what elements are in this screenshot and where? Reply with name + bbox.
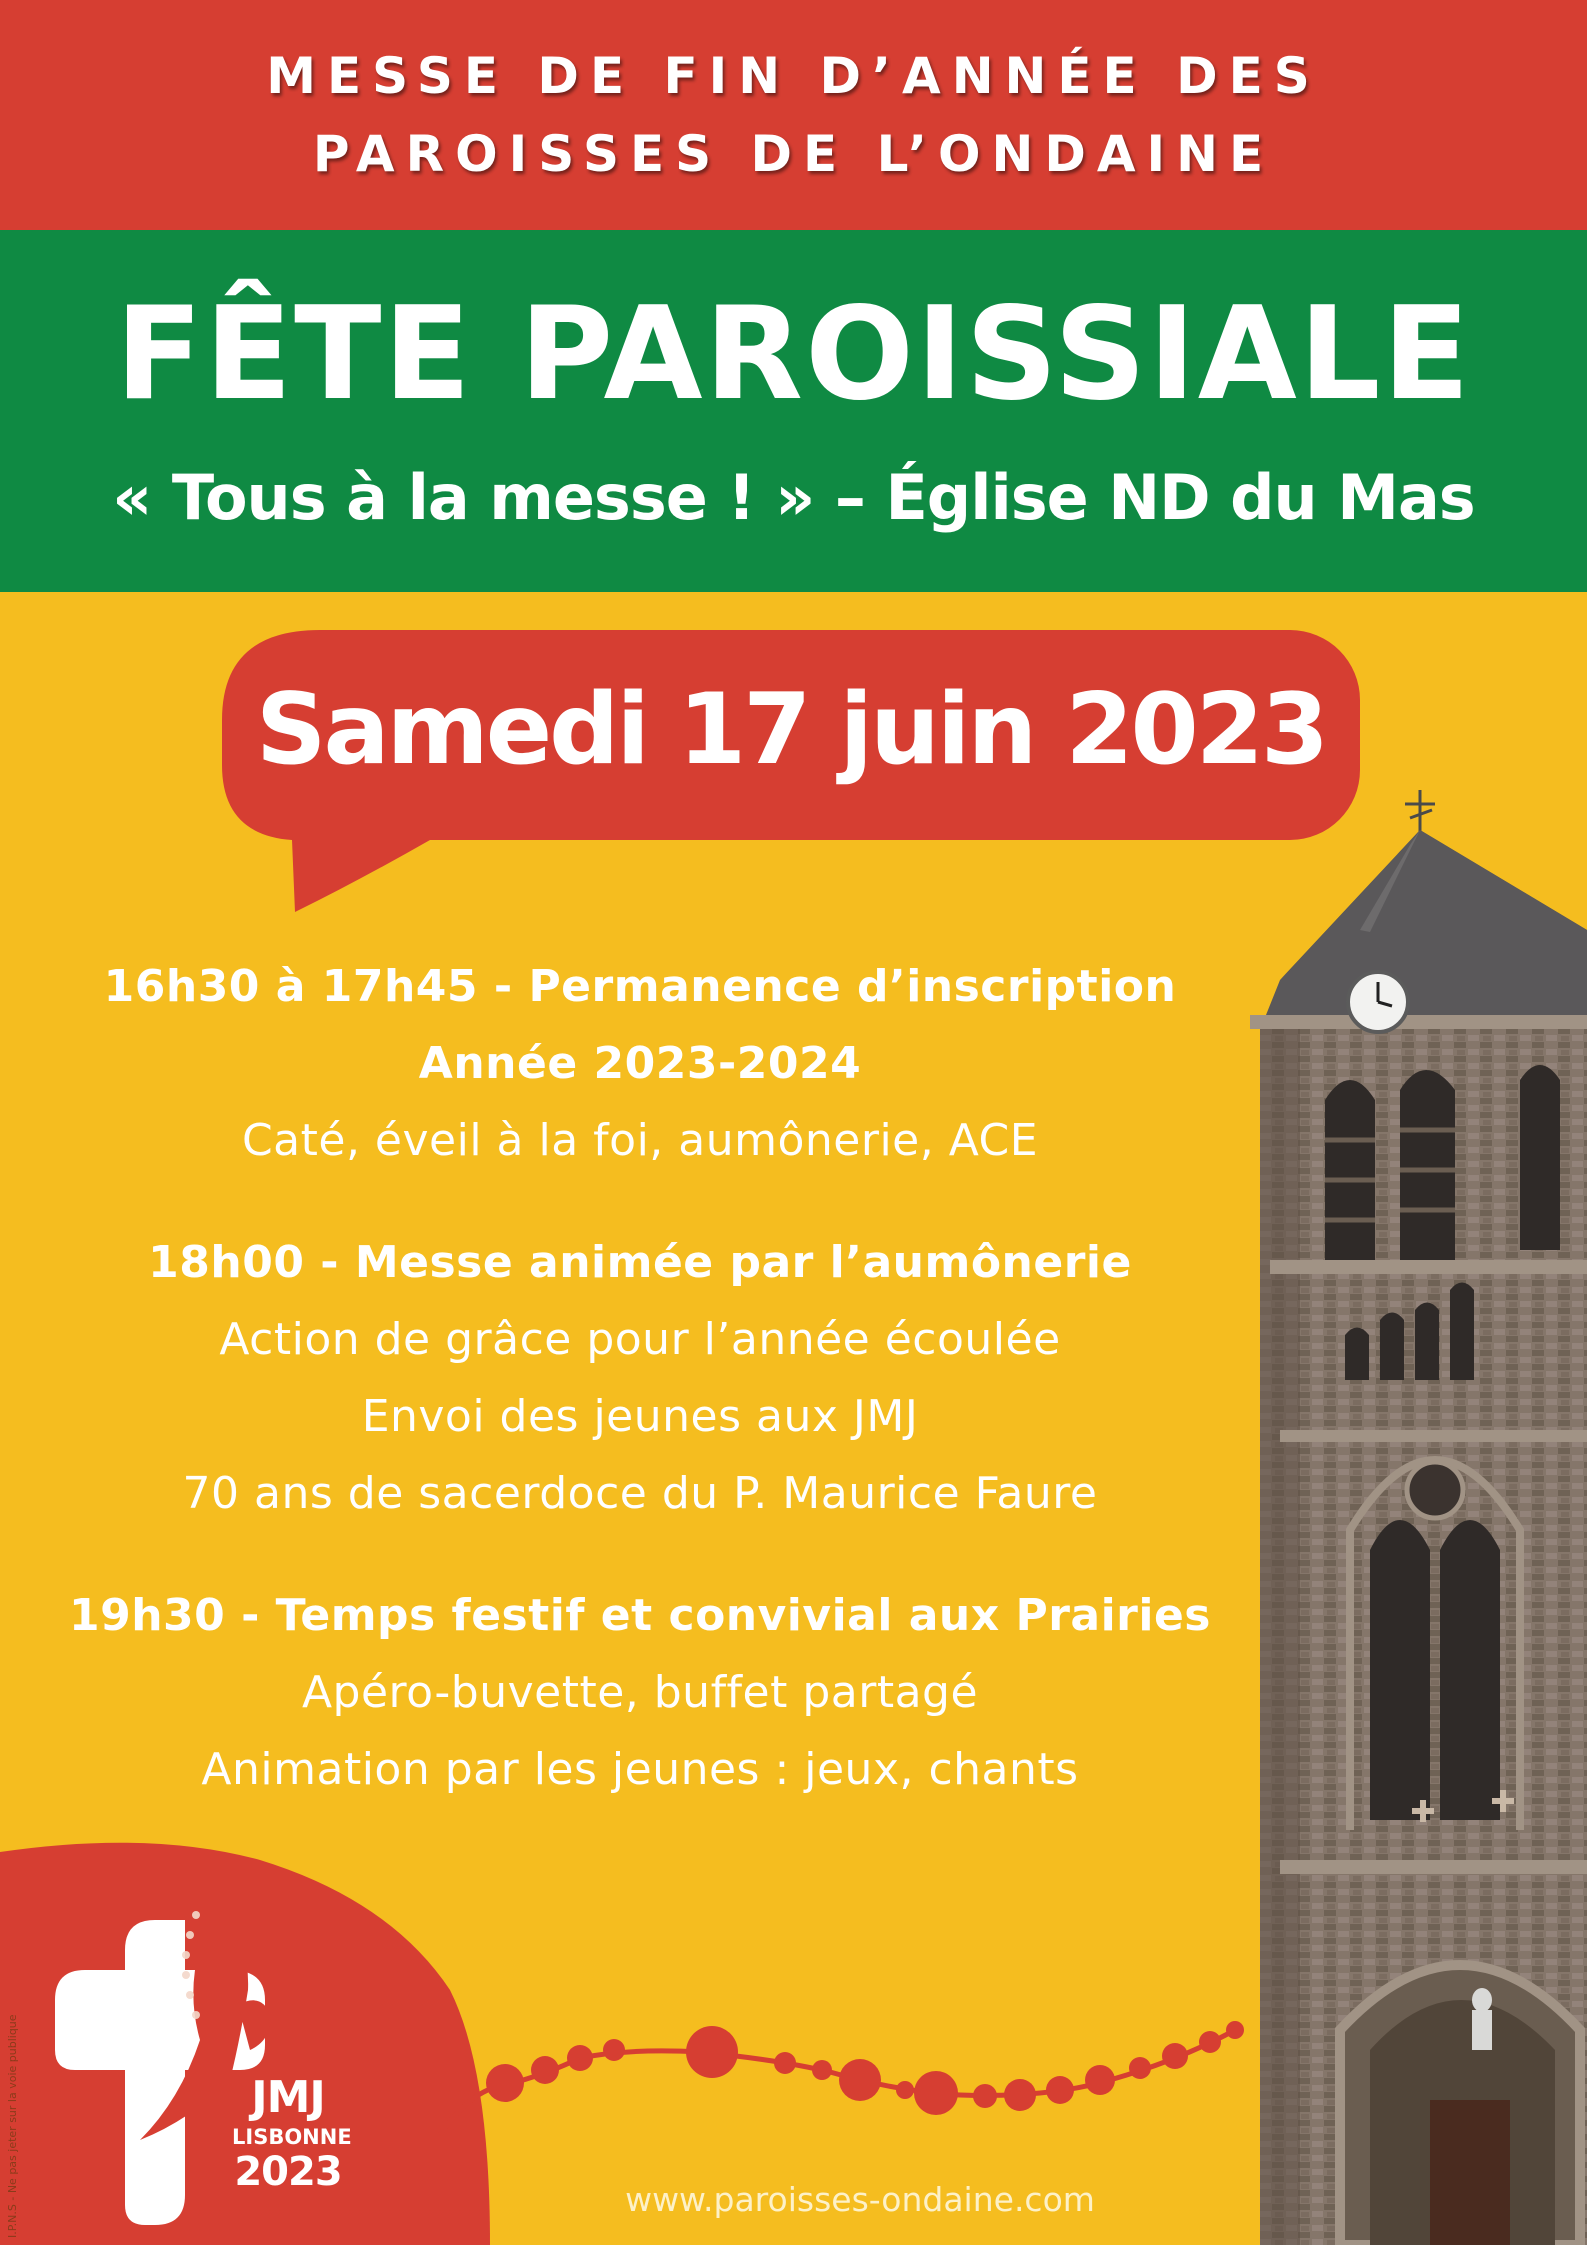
program-line: 19h30 - Temps festif et convivial aux Prairies — [69, 1590, 1211, 1641]
program-line: Envoi des jeunes aux JMJ — [361, 1391, 919, 1442]
logo-text-year: 2023 — [234, 2149, 342, 2195]
program-line: Année 2023-2024 — [418, 1038, 862, 1089]
program-line: Animation par les jeunes : jeux, chants — [201, 1744, 1079, 1795]
header-line-1: MESSE DE FIN D’ANNÉE DES — [266, 47, 1321, 105]
header-line-2: PAROISSES DE L’ONDAINE — [312, 125, 1275, 183]
program-line: Caté, éveil à la foi, aumônerie, ACE — [241, 1115, 1039, 1166]
page-title: FÊTE PAROISSIALE — [115, 280, 1472, 429]
program-line: 18h00 - Messe animée par l’aumônerie — [148, 1237, 1132, 1288]
program-line: 70 ans de sacerdoce du P. Maurice Faure — [182, 1468, 1098, 1519]
logo-text-city: LISBONNE — [232, 2125, 352, 2149]
program-line: Action de grâce pour l’année écoulée — [219, 1314, 1061, 1365]
program-line: Apéro-buvette, buffet partagé — [301, 1667, 979, 1718]
event-date: Samedi 17 juin 2023 — [255, 673, 1327, 787]
website-link[interactable]: www.paroisses-ondaine.com — [625, 2180, 1095, 2219]
logo-text-jmj: JMJ — [251, 2072, 325, 2123]
page-subtitle: « Tous à la messe ! » – Église ND du Mas — [112, 461, 1475, 534]
legal-notice: I.P.N.S - Ne pas jeter sur la voie publique — [6, 2014, 19, 2238]
program-line: 16h30 à 17h45 - Permanence d’inscription — [103, 961, 1177, 1012]
